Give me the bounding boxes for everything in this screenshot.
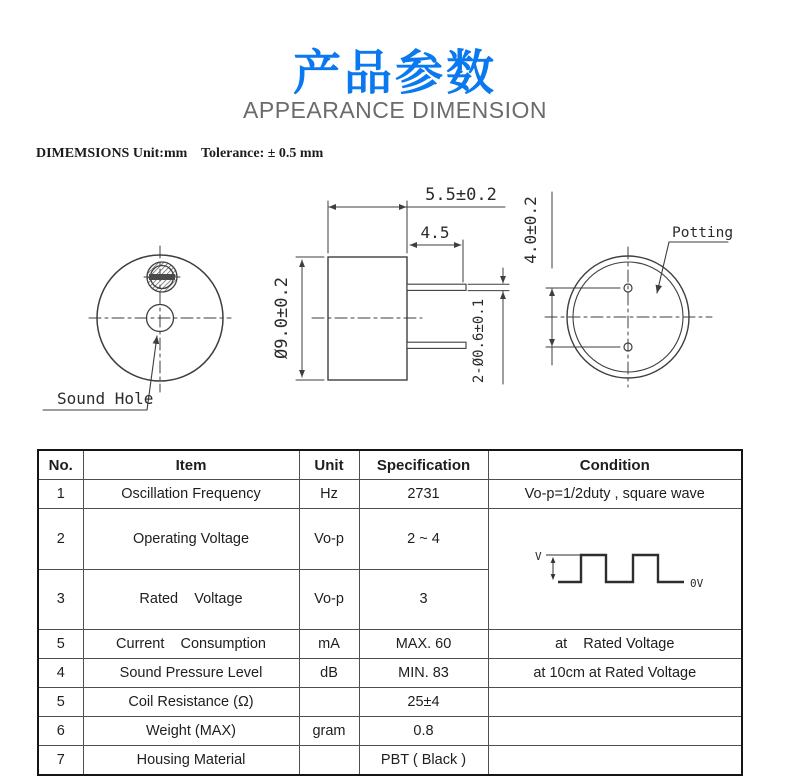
table-row: [38, 659, 742, 688]
cell-no: 3: [38, 569, 83, 630]
header-no: No.: [38, 450, 83, 480]
dim-pin-length-lines: [410, 240, 463, 282]
cell-item: Weight (MAX): [83, 717, 299, 746]
cell-no: 5: [38, 688, 83, 717]
dim-pin-spacing-lines: [546, 192, 620, 365]
table-row: [38, 746, 742, 776]
dimension-notes: [0, 146, 790, 166]
table-row: [38, 480, 742, 509]
cell-unit: dB: [299, 659, 359, 688]
back-view-drawing: [545, 192, 728, 387]
cell-unit: Vo-p: [299, 509, 359, 570]
tolerance-note: Tolerance: ± 0.5 mm: [201, 146, 324, 161]
cell-no: 7: [38, 746, 83, 776]
cell-unit: gram: [299, 717, 359, 746]
page-title: 产品参数: [292, 45, 497, 101]
cell-spec: 25±4: [359, 688, 488, 717]
cell-condition: [488, 688, 742, 717]
cell-unit: Vo-p: [299, 569, 359, 630]
cell-condition: [488, 746, 742, 776]
table-header-row: [38, 450, 742, 480]
cell-unit: mA: [299, 630, 359, 659]
cell-item: Operating Voltage: [83, 509, 299, 570]
cell-item: Housing Material: [83, 746, 299, 776]
wave-v-label: V: [534, 550, 542, 563]
table-row: [38, 509, 742, 570]
cell-spec: MIN. 83: [359, 659, 488, 688]
header-item: Item: [83, 450, 299, 480]
electrode-mark: [144, 262, 180, 292]
wave-0v-label: 0V: [689, 577, 703, 590]
dim-pin-length-label: 4.5: [420, 223, 450, 242]
technical-drawings: [0, 165, 790, 450]
page-subtitle: APPEARANCE DIMENSION: [243, 97, 547, 123]
potting-leader-arrow: [657, 242, 669, 293]
cell-item: Oscillation Frequency: [83, 480, 299, 509]
header-condition: Condition: [488, 450, 742, 480]
cell-spec: 3: [359, 569, 488, 630]
dim-diameter-label: Ø9.0±0.2: [272, 277, 292, 359]
sound-hole-label: Sound Hole: [57, 389, 154, 408]
dimensions-unit-note: DIMEMSIONS Unit:mm: [36, 146, 188, 161]
cell-no: 1: [38, 480, 83, 509]
cell-unit: Hz: [299, 480, 359, 509]
table-row: [38, 688, 742, 717]
cell-item: Coil Resistance (Ω): [83, 688, 299, 717]
table-row: [38, 630, 742, 659]
cell-spec: PBT ( Black ): [359, 746, 488, 776]
cell-item: Sound Pressure Level: [83, 659, 299, 688]
cell-spec: MAX. 60: [359, 630, 488, 659]
cell-item: Current Consumption: [83, 630, 299, 659]
square-wave-diagram-cell: [488, 509, 742, 630]
cell-spec: 2 ~ 4: [359, 509, 488, 570]
pin-bottom: [407, 342, 466, 348]
dim-pin-spacing-label: 4.0±0.2: [521, 196, 540, 264]
square-wave-trace: [558, 555, 684, 582]
cell-no: 2: [38, 509, 83, 570]
pin-top: [407, 284, 466, 290]
cell-no: 4: [38, 659, 83, 688]
cell-item: Rated Voltage: [83, 569, 299, 630]
square-wave-diagram: [531, 543, 756, 597]
cell-condition: Vo-p=1/2duty , square wave: [488, 480, 742, 509]
front-view-drawing: [43, 246, 231, 410]
table-row: [38, 717, 742, 746]
dim-body-width-label: 5.5±0.2: [425, 185, 497, 205]
cell-unit: [299, 688, 359, 717]
dim-pin-diameter-label: 2-Ø0.6±0.1: [471, 298, 487, 384]
header-specification: Specification: [359, 450, 488, 480]
potting-label: Potting: [672, 225, 734, 241]
cell-no: 6: [38, 717, 83, 746]
cell-no: 5: [38, 630, 83, 659]
specification-table: [37, 449, 743, 776]
cell-condition: at 10cm at Rated Voltage: [488, 659, 742, 688]
cell-spec: 2731: [359, 480, 488, 509]
cell-unit: [299, 746, 359, 776]
cell-condition: at Rated Voltage: [488, 630, 742, 659]
cell-condition: [488, 717, 742, 746]
header-unit: Unit: [299, 450, 359, 480]
cell-spec: 0.8: [359, 717, 488, 746]
